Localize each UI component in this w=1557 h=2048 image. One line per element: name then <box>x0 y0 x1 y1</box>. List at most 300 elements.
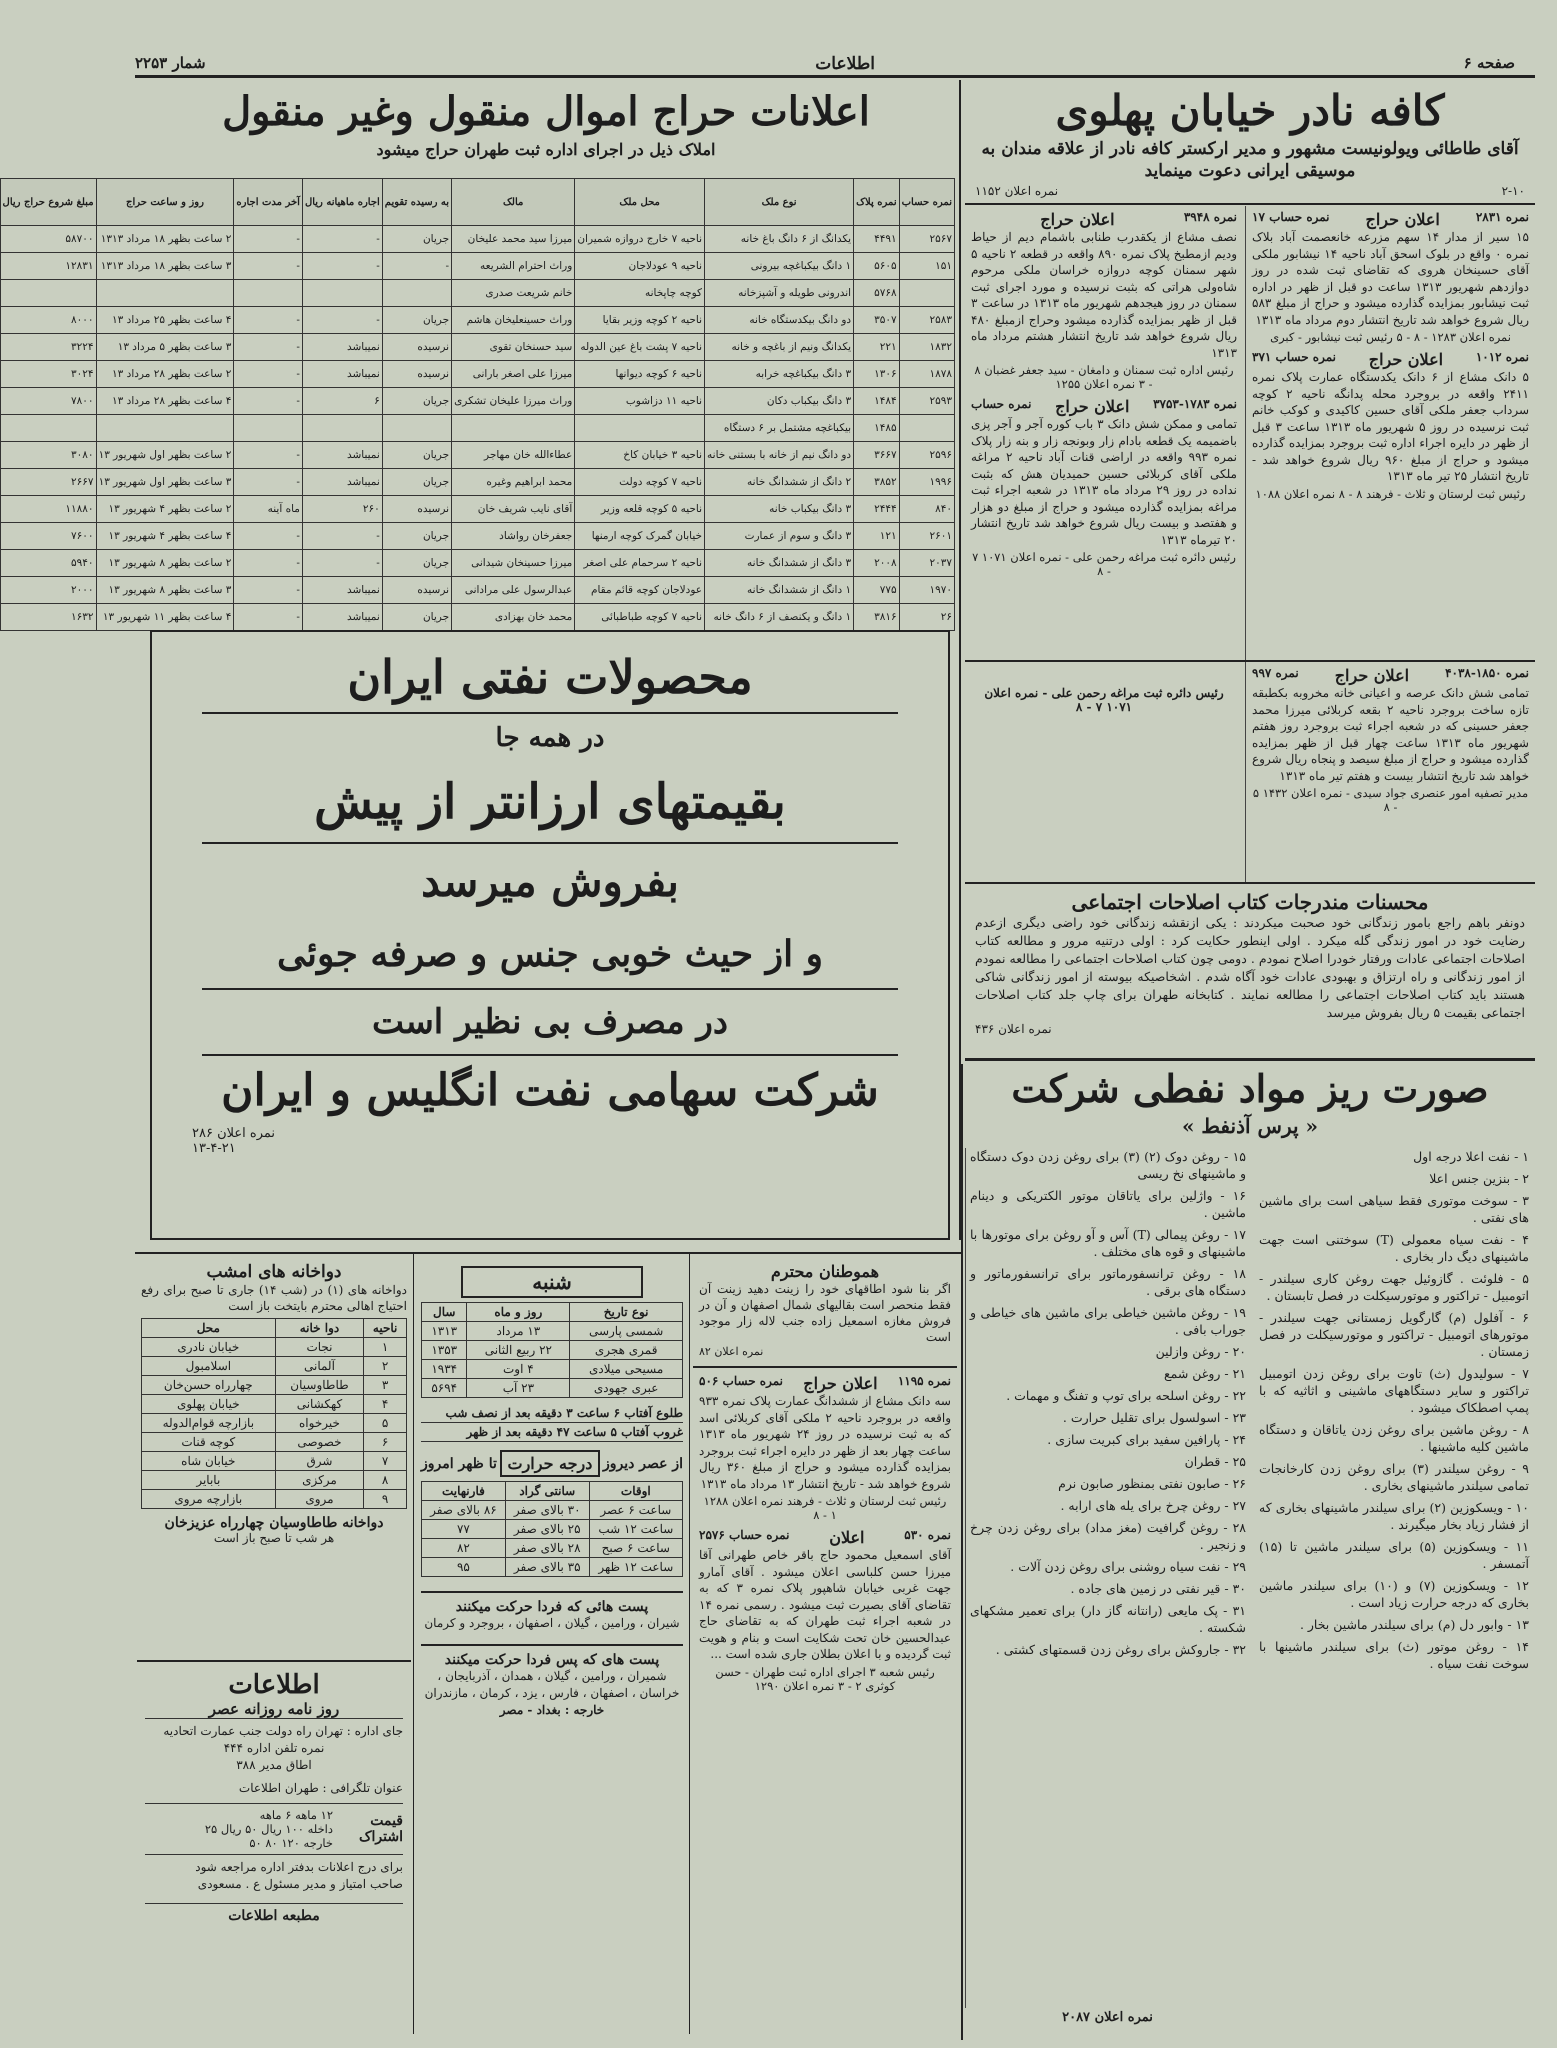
pharmacy-table <box>141 1318 407 1509</box>
temp-header-cell: سانتی گراد <box>505 1482 589 1501</box>
auction-cell: - <box>302 307 382 334</box>
auction-cell: ۱۹۹۶ <box>899 469 954 496</box>
auction-row <box>0 361 954 388</box>
temp-row <box>422 1520 683 1539</box>
auction-cell: ۷۸۰۰ <box>0 388 96 415</box>
notice-title: اعلان حراج <box>1055 397 1130 416</box>
notice-body: ۵ دانک مشاع از ۶ دانک یکدستگاه عمارت پلاک نمره ۲۴۱۱ واقعه در بروجرد محله پدانگه ناحیه ۲ کوچه سرداب جعفر ملکی آقای حسین کاکیدی و کوکب خانم ثبت نرسیده در روز ۵ شهریور ماه ۱۳۱۳ ساعت ۳ قبل از ظهر در دایره اجراء اداره ثبت بروجرد بمزایده گذارده میشود و حراج از مبلغ ۹۶۰ ریال شروع خواهد شد - تاریخ انتشار ۲۵ تیر ماه ۱۳۱۳ <box>1252 370 1530 483</box>
auction-cell: نمیباشد <box>302 469 382 496</box>
temp-row <box>422 1539 683 1558</box>
calendar-header-cell: نوع تاریخ <box>570 1303 683 1322</box>
notice-account: نمره حساب ۳۷۱ <box>1252 350 1336 364</box>
pharmacy-row <box>142 1395 407 1414</box>
price-list-title: صورت ریز مواد نفطی شرکت <box>1011 1066 1489 1111</box>
price-item: ۱۷ - روغن پیمالی (T) آس و آو روغن برای موتورها با ماشینهای و قوه های مختلف . <box>970 1227 1246 1259</box>
price-item: ۲۵ - قطران <box>1184 1454 1246 1469</box>
pharmacy-header-cell: ناحیه <box>364 1319 407 1338</box>
auction-cell: - <box>234 307 303 334</box>
auction-cell: نرسیده <box>382 361 451 388</box>
notice-body: آقای اسمعیل محمود حاج باقر خاص طهرانی آقا میرزا حسن کلباسی اعلان میشود . آقای آمارو جهت غربی خیابان شاهپور پلاک نمره ۳ که به تقاضای آقای بصیرت ثبت میشود . رسمی نمره ۱۴ در شعبه اجراء ثبت طهران که به تقاضای حاج عبدالحسین خان تحت شکایت است و بنام و هویت ثبت گردیده و با اعلان بطلان جاری شده است ... <box>699 1548 951 1661</box>
auction-notice <box>971 210 1237 391</box>
auction-row <box>0 523 954 550</box>
auction-cell: نمیباشد <box>302 577 382 604</box>
notice-head <box>699 1374 951 1393</box>
auction-cell: ۳ دانگ از ششدانگ خانه <box>705 550 854 577</box>
price-item: ۱۳ - وابور دل (م) برای سیلندر ماشین بخار . <box>1299 1617 1529 1632</box>
notice-account: نمره حساب ۱۷ <box>1252 210 1330 224</box>
auction-row <box>0 334 954 361</box>
auction-cell: ۵۹۴۰ <box>0 550 96 577</box>
auction-cell: - <box>234 550 303 577</box>
temp-cell: ساعت ۱۲ شب <box>589 1520 682 1539</box>
auction-cell: ۱۸۷۸ <box>899 361 954 388</box>
auction-cell: - <box>234 604 303 631</box>
auction-row <box>0 442 954 469</box>
auction-cell: - <box>234 577 303 604</box>
auction-cell: - <box>382 253 451 280</box>
auction-cell: ۲ دانگ از ششدانگ خانه <box>705 469 854 496</box>
auction-cell: آقای نایب شریف خان <box>452 496 575 523</box>
price-list-heading <box>965 1064 1535 1144</box>
auction-cell: ۸۰۰۰ <box>0 307 96 334</box>
pharmacy-row <box>142 1357 407 1376</box>
pharmacy-cell: کهکشانی <box>275 1395 364 1414</box>
auction-cell: نمیباشد <box>302 442 382 469</box>
auction-cell: ۲۵۹۳ <box>899 388 954 415</box>
pharmacy-cell: خیابان نادری <box>142 1338 276 1357</box>
oil-ad-line1: محصولات نفتی ایران <box>202 642 898 714</box>
pharmacy-cell: چهارراه حسن‌خان <box>142 1376 276 1395</box>
pharmacy-cell: ۹ <box>364 1490 407 1509</box>
calendar-cell: ۲۲ ربیع الثانی <box>467 1341 570 1360</box>
calendar-cell: ۲۳ آب <box>467 1379 570 1398</box>
auction-cell <box>899 415 954 442</box>
pharmacy-cell: بابایر <box>142 1471 276 1490</box>
auction-cell: بیکباغچه مشتمل بر ۶ دستگاه <box>705 415 854 442</box>
notice-col-right <box>1245 206 1535 661</box>
notice-head <box>1252 350 1529 369</box>
auction-cell: ناحیه ۶ کوچه دیوانها <box>575 361 705 388</box>
auction-cell <box>234 280 303 307</box>
notice-sign: رئیس ثبت لرستان و ثلاث - فرهند نمره اعلان ۱۲۸۸ ۱ - ۸ <box>703 1494 947 1522</box>
auction-header-cell: آخر مدت اجاره <box>234 179 303 226</box>
newspaper-page <box>2 0 1557 2048</box>
auction-cell: ۱۳۰۶ <box>854 361 900 388</box>
pharmacy-cell: کوچه قنات <box>142 1433 276 1452</box>
price-list-ref: نمره اعلان ۲۰۸۷ <box>1062 2010 1153 2025</box>
temp-cell: ۲۵ بالای صفر <box>505 1520 589 1539</box>
auction-cell: نمیباشد <box>302 334 382 361</box>
pharmacy-cell: بازارچه مروی <box>142 1490 276 1509</box>
auction-cell: محمد ابراهیم وغیره <box>452 469 575 496</box>
price-list-subtitle: « پرس آذنفط » <box>1181 1114 1319 1138</box>
notice-number: نمره ۱۰۱۲ <box>1475 350 1529 364</box>
sunrise: طلوع آفتاب ۶ ساعت ۳ دقیقه بعد از نصف شب <box>421 1406 683 1423</box>
notice-head <box>971 210 1237 229</box>
auction-cell: ۳ ساعت بظهر ۱۸ مرداد ۱۳۱۳ <box>96 253 234 280</box>
auction-cell: ۳۸۵۲ <box>854 469 900 496</box>
auction-cell: ۲۰۳۷ <box>899 550 954 577</box>
calendar-cell: ۱۳ مرداد <box>467 1322 570 1341</box>
price-item: ۱۲ - ویسکوزین (۷) و (۱۰) برای سیلندر ماشین بخاری که درجه حرارت زیاد است . <box>1259 1578 1529 1610</box>
auction-header-cell: مبلغ شروع حراج ریال <box>0 179 96 226</box>
auction-cell: یکدانگ از ۶ دانگ باغ خانه <box>705 226 854 253</box>
continued-note: رئیس دائره ثبت مراغه رحمن علی - نمره اعلان ۱۰۷۱ ۷ - ۸ <box>984 686 1224 714</box>
auction-cell: ناحیه ۷ خارج دروازه شمیران <box>575 226 705 253</box>
paper-name: اطلاعات <box>815 54 875 74</box>
auction-cell: ۱ دانگ از ششدانگ خانه <box>705 577 854 604</box>
auction-notice <box>699 1528 951 1693</box>
price-item: ۳ - سوخت موتوری فقط سیاهی است برای ماشین های نفتی . <box>1259 1193 1529 1225</box>
notice-head <box>1252 210 1529 229</box>
notice-number: نمره ۵۳۰ <box>904 1528 951 1542</box>
oil-ad-date: ۱۳-۴-۲۱ <box>192 1141 236 1156</box>
auction-cell: ۲۰۰۰ <box>0 577 96 604</box>
post2-body: شمیران ، ورامین ، گیلان ، همدان ، آذربایجان ، خراسان ، اصفهان ، فارس ، یزد ، کرمان ، مازندران <box>424 1669 680 1700</box>
price-item: ۳۱ - پک مایعی (رانتانه گاز دار) برای تعمیر مشکهای شکسته . <box>970 1603 1246 1635</box>
notice-title: اعلان حراج <box>1368 350 1444 369</box>
temp-cell: ۳۵ بالای صفر <box>505 1558 589 1577</box>
auction-cell: عبدالرسول علی مرادانی <box>452 577 575 604</box>
auction-cell: نرسیده <box>382 334 451 361</box>
cafe-body: آقای طاطائی ویولونیست مشهور و مدیر ارکستر کافه نادر از علاقه مندان به موسیقی ایرانی دعوت مینماید <box>981 139 1519 181</box>
notice-number: نمره ۱۷۸۳-۳۷۵۳ <box>1153 397 1237 411</box>
auction-cell: وراث احترام الشریعه <box>452 253 575 280</box>
auction-cell <box>96 415 234 442</box>
divider <box>137 1660 411 1662</box>
auction-cell: ۲۴۴۴ <box>854 496 900 523</box>
auction-row <box>0 415 954 442</box>
auction-header-cell: مالک <box>452 179 575 226</box>
auction-cell: جریان <box>382 523 451 550</box>
auction-cell: میرزا سید محمد علیخان <box>452 226 575 253</box>
auction-cell: نرسیده <box>382 577 451 604</box>
auction-row <box>0 496 954 523</box>
auction-row <box>0 388 954 415</box>
auction-cell: ۲ ساعت بظهر ۴ شهریور ۱۳ <box>96 496 234 523</box>
temp-header-cell: اوقات <box>589 1482 682 1501</box>
auction-cell: محمد خان بهزادی <box>452 604 575 631</box>
post2-foreign: خارجه : بغداد - مصر <box>499 1703 605 1717</box>
calendar-cell: شمسی پارسی <box>570 1322 683 1341</box>
auction-cell: ۵۸۷۰۰ <box>0 226 96 253</box>
notice-head <box>699 1528 951 1547</box>
price-item: ۲۷ - روغن چرخ برای یله های ارابه . <box>1060 1498 1246 1513</box>
notice-account: نمره حساب <box>971 397 1032 411</box>
compatriots-body: اگر بنا شود اطاقهای خود را زینت دهید زینت آن فقط منحصر است بقالیهای شمال اصفهان و آن در فروش مغازه اسمعیل زاده جنب لاله زار موجود است <box>699 1282 951 1344</box>
calendar-cell: عبری جهودی <box>570 1379 683 1398</box>
pharmacy-cell: خیابان پهلوی <box>142 1395 276 1414</box>
auction-cell: ۲۶۰ <box>302 496 382 523</box>
oil-ad-line3: بقیمتهای ارزانتر از پیش <box>202 762 898 844</box>
auction-cell: ۱۹۷۰ <box>899 577 954 604</box>
calendar-row <box>422 1322 683 1341</box>
auction-cell <box>575 415 705 442</box>
price-item: ۲۰ - روغن وازلین <box>1155 1344 1246 1359</box>
auction-cell: ۳ دانگ بیکباب دکان <box>705 388 854 415</box>
notice-body: سه دانک مشاع از ششدانگ عمارت پلاک نمره ۹۳۳ واقعه در بروجرد ناحیه ۲ ملکی آقای کربلائی اسد که به ثبت نرسیده در روز ۲۴ شهریور ماه ۱۳۱۳ ساعت چهار بعد از ظهر در دایره اجراء ثبت بروجرد بمزایده گذارده میشود و حراج از مبلغ ۳۶۰ ریال شروع خواهد شد - تاریخ انتشار ۱۳ مرداد ماه ۱۳۱۳ <box>699 1394 952 1491</box>
post1-title: پست هائی که فردا حرکت میکنند <box>421 1591 683 1615</box>
compatriots-ref: نمره اعلان ۸۲ <box>699 1345 764 1358</box>
price-item: ۷ - سولیدول (ث) تاوت برای روغن زدن اتومبیل تراکتور و سایر دستگاههای ماشینی و اثاثیه که با پمپ اصطکاک میشود . <box>1259 1366 1529 1415</box>
column-rule <box>959 80 961 620</box>
auction-cell: جریان <box>382 388 451 415</box>
price-item: ۵ - فلوئت . گازوئیل جهت روغن کاری سیلندر - اتومبیل - تراکتور و موتورسیکلت در فصل تابستان . <box>1259 1271 1529 1303</box>
ettelaat-addr: جای اداره : تهران راه دولت جنب عمارت اتحادیه <box>163 1724 403 1738</box>
auction-cell: ۲۰۰۸ <box>854 550 900 577</box>
auction-cell: ۲۵۸۳ <box>899 307 954 334</box>
auction-cell <box>302 280 382 307</box>
compatriots-ad <box>693 1258 957 1368</box>
auction-cell: ۱۸۳۲ <box>899 334 954 361</box>
subscription-foreign: خارجه ۱۲۰ ۸۰ ۵۰ <box>249 1836 333 1850</box>
auction-row <box>0 577 954 604</box>
pharmacy-footer2: هر شب تا صبح باز است <box>213 1531 335 1545</box>
notice-head <box>971 397 1237 416</box>
oil-ad-line7: شرکت سهامی نفت انگلیس و ایران <box>202 1054 898 1126</box>
calendar-header-cell: روز و ماه <box>467 1303 570 1322</box>
temp-cell: ۷۷ <box>422 1520 506 1539</box>
auction-cell: ۲۵۹۶ <box>899 442 954 469</box>
calendar-cell: ۱۹۳۴ <box>422 1360 467 1379</box>
post1-body: شیران ، ورامین ، گیلان ، اصفهان ، بروجرد و کرمان <box>424 1616 680 1630</box>
notice-number: نمره ۱۱۹۵ <box>897 1374 951 1388</box>
auction-cell: ۳ دانگ و سوم از عمارت <box>705 523 854 550</box>
auction-cell: ۳۶۶۷ <box>854 442 900 469</box>
ettelaat-phone1: نمره تلفن اداره ۴۴۴ <box>223 1741 325 1755</box>
issue-number: شمار ۲۲۵۳ <box>135 54 206 72</box>
pharmacy-cell: اسلامبول <box>142 1357 276 1376</box>
price-item: ۴ - نفت سیاه معمولی (T) سوختنی است جهت ماشینهای دیگ دار بخاری . <box>1259 1232 1529 1264</box>
cafe-ref: نمره اعلان ۱۱۵۲ <box>975 184 1059 198</box>
calendar-cell: ۵۶۹۴ <box>422 1379 467 1398</box>
notice-col-right-2 <box>1245 662 1535 882</box>
auction-header-cell: اجاره ماهیانه ریال <box>302 179 382 226</box>
pharmacy-footer: دواخانه طاطاوسیان چهارراه عزیزخان <box>164 1515 384 1531</box>
auction-row <box>0 253 954 280</box>
notice-col-left-2 <box>965 662 1243 882</box>
price-item: ۲۳ - اسولسول برای تقلیل حرارت . <box>1062 1410 1246 1425</box>
auction-row <box>0 604 954 631</box>
price-item: ۱۰ - ویسکوزین (۲) برای سیلندر ماشینهای بخاری که از فشار زیاد بخار میگیرند . <box>1259 1500 1529 1532</box>
notice-sign: نمره اعلان ۱۲۸۳ - ۸ - ۵ رئیس ثبت نیشابور - کبری <box>1270 330 1511 344</box>
pharmacy-cell: ۵ <box>364 1414 407 1433</box>
auction-row <box>0 550 954 577</box>
auction-cell: ناحیه ۱۱ دزاشوب <box>575 388 705 415</box>
auction-cell: کوچه چاپخانه <box>575 280 705 307</box>
pharmacy-title: دواخانه های امشب <box>206 1262 342 1282</box>
auction-cell: ۳ ساعت بظهر اول شهریور ۱۳ <box>96 469 234 496</box>
book-body: دونفر باهم راجع بامور زندگانی خود صحبت میکردند : یکی ازنقشه زندگانی خود راضی دیگری ازعدم رضایت خود در امور زندگی گله میکرد . اولی اینطور حکایت کرد : اولی درتنیه مرور و مطالعه کتاب اصلاحات اجتماعی عادات ورفتار خودرا اصلاح نمودم . دومی چون کتاب اصلاحات اجتماعی را مطالعه نمودم از امور زندگانی و راه ارتزاق و بهبودی عادات خود آگاه شدم . اشخاصیکه بیوسته از امور زندگانی شاکی هستند باید کتاب اصلاحات اجتماعی را مطالعه نمایند . کتابخانه طهران برای چاپ جلد کتاب اصلاحات اجتماعی بقیمت ۵ ریال بفروش میرسد <box>975 915 1525 1020</box>
auction-notice <box>971 397 1237 578</box>
price-item: ۲۶ - صابون نفتی بمنظور صابون نرم <box>1058 1476 1246 1491</box>
ettelaat-phone2: اطاق مدیر ۳۸۸ <box>236 1758 312 1772</box>
notice-head <box>1252 666 1529 685</box>
auction-title: اعلانات حراج اموال منقول وغیر منقول <box>222 88 870 135</box>
auction-cell: ماه آینه <box>234 496 303 523</box>
auction-cell: ۲۵۶۷ <box>899 226 954 253</box>
auction-cell: میرزا علی اصغر بارانی <box>452 361 575 388</box>
temp-to: تا ظهر امروز <box>421 1455 497 1472</box>
auction-cell: ۷۷۵ <box>854 577 900 604</box>
oil-products-ad <box>150 630 950 1240</box>
pharmacy-cell: آلمانی <box>275 1357 364 1376</box>
auction-notice <box>1252 350 1529 501</box>
auction-header-cell: روز و ساعت حراج <box>96 179 234 226</box>
pharmacy-cell: ۱ <box>364 1338 407 1357</box>
notice-sign: رئیس دائره ثبت مراغه رحمن علی - نمره اعلان ۱۰۷۱ ۷ - ۸ <box>972 550 1236 578</box>
auction-cell: عطاءالله خان مهاجر <box>452 442 575 469</box>
calendar-cell: مسیحی میلادی <box>570 1360 683 1379</box>
auction-cell: ناحیه ۵ کوچه قلعه وزیر <box>575 496 705 523</box>
price-list-left <box>965 1148 1250 2008</box>
auction-table <box>0 178 955 631</box>
oil-ad-line6: در مصرف بی نظیر است <box>371 1002 729 1042</box>
auction-cell: - <box>234 226 303 253</box>
auction-cell: ۳۰۸۰ <box>0 442 96 469</box>
auction-row <box>0 307 954 334</box>
auction-cell: ۴ ساعت بظهر ۱۱ شهریور ۱۳ <box>96 604 234 631</box>
pharmacy-cell: بازارچه قوام‌الدوله <box>142 1414 276 1433</box>
price-item: ۱۱ - ویسکوزین (۵) برای سیلندر ماشین تا (۱۵) آتمسفر . <box>1259 1539 1529 1571</box>
pharmacy-row <box>142 1414 407 1433</box>
book-notice <box>965 886 1535 1056</box>
auction-cell: نمیباشد <box>302 604 382 631</box>
book-title: محسنات مندرجات کتاب اصلاحات اجتماعی <box>1071 890 1429 914</box>
auction-cell: - <box>234 334 303 361</box>
auction-cell <box>382 415 451 442</box>
price-item: ۳۲ - جاروکش برای روغن زدن قسمتهای کشتی . <box>995 1642 1246 1657</box>
auction-cell: دو دانگ بیکدستگاه خانه <box>705 307 854 334</box>
auction-cell: یکدانگ ونیم از باغچه و خانه <box>705 334 854 361</box>
auction-cell: ۱۲۸۳۱ <box>0 253 96 280</box>
auction-cell: ۱۴۸۵ <box>854 415 900 442</box>
pharmacy-cell: مرکزی <box>275 1471 364 1490</box>
auction-header-cell: نوع ملک <box>705 179 854 226</box>
auction-cell: خیابان گمرک کوچه ارمنها <box>575 523 705 550</box>
auction-row <box>0 280 954 307</box>
pharmacy-cell: نجات <box>275 1338 364 1357</box>
auction-cell: ناحیه ۲ سرحمام علی اصغر <box>575 550 705 577</box>
pharmacy-cell: خیابان شاه <box>142 1452 276 1471</box>
temp-cell: ۸۲ <box>422 1539 506 1558</box>
temp-cell: ۳۰ بالای صفر <box>505 1501 589 1520</box>
auction-cell: ناحیه ۷ کوچه طباطبائی <box>575 604 705 631</box>
ettelaat-telegraph: عنوان تلگرافی : طهران اطلاعات <box>238 1781 403 1795</box>
auction-cell: ۳ دانگ بیکباب خانه <box>705 496 854 523</box>
price-item: ۸ - روغن ماشین برای روغن زدن یاتاقان و دستگاه ماشین کلیه ماشینها . <box>1259 1422 1529 1454</box>
price-item: ۲۹ - نفت سیاه روشنی برای روغن زدن آلات . <box>1010 1559 1246 1574</box>
auction-cell: - <box>302 523 382 550</box>
sunset: غروب آفتاب ۵ ساعت ۴۷ دقیقه بعد از ظهر <box>421 1423 683 1442</box>
auction-cell: دو دانگ نیم از خانه با بستنی خانه <box>705 442 854 469</box>
price-list-right <box>1255 1148 1533 2038</box>
price-item: ۱۶ - واژلین برای یاتاقان موتور الکتریکی و دینام ماشین . <box>970 1188 1246 1220</box>
auction-header-cell: نمره حساب <box>899 179 954 226</box>
auction-cell: - <box>234 442 303 469</box>
temp-row <box>422 1501 683 1520</box>
auction-cell: ۳ ساعت بظهر ۵ مرداد ۱۳ <box>96 334 234 361</box>
auction-row <box>0 226 954 253</box>
auction-subtitle: املاک ذیل در اجرای اداره ثبت طهران حراج میشود <box>376 140 716 159</box>
divider <box>965 882 1535 884</box>
auction-cell: ۲ ساعت بظهر ۱۸ مرداد ۱۳۱۳ <box>96 226 234 253</box>
auction-cell <box>234 415 303 442</box>
auction-cell: ناحیه ۷ پشت باغ عین الدوله <box>575 334 705 361</box>
auction-cell: ۲۶ <box>899 604 954 631</box>
auction-cell: ۸۴۰ <box>899 496 954 523</box>
calendar-cell: ۱۳۱۳ <box>422 1322 467 1341</box>
auction-cell: وراث حسینعلیخان هاشم <box>452 307 575 334</box>
column-rule <box>961 1064 963 2040</box>
auction-cell: جریان <box>382 226 451 253</box>
auction-cell <box>96 280 234 307</box>
auction-cell <box>0 415 96 442</box>
notice-sign: رئیس اداره ثبت سمنان و دامغان - سید جعفر غضبان ۸ - ۳ نمره اعلان ۱۲۵۵ <box>974 363 1234 391</box>
pharmacy-row <box>142 1490 407 1509</box>
price-item: ۹ - روغن سیلندر (۳) برای روغن زدن کارخانجات تمامی سیلندر ماشینهای بخاری . <box>1259 1461 1529 1493</box>
auction-cell: - <box>302 253 382 280</box>
oil-ad-line5: و از حیث خوبی جنس و صرفه جوئی <box>202 920 898 990</box>
auction-cell: ۳ دانگ بیکباغچه خرابه <box>705 361 854 388</box>
page-header <box>135 52 1535 78</box>
calendar-col <box>417 1258 687 2034</box>
ettelaat-note: برای درج اعلانات بدفتر اداره مراجعه شود <box>195 1860 403 1874</box>
notice-body: ۱۵ سیر از مدار ۱۴ سهم مزرعه خانعصمت آباد بلاک نمره ۰ واقع در بلوک اسحق آباد ناحیه ۱۴ نیشابور ملکی آقای حسینخان هروی که تقاضای ثبت شده در روز دوازدهم شهریور ۱۳۱۳ ساعت دو قبل از ظهر در اداره ثبت نیشابور بمزایده گذارده میشود و حراج از مبلغ ۵۸۳ ریال شروع خواهد شد تاریخ انتشار دوم مرداد ماه ۱۳۱۳ <box>1252 230 1529 327</box>
cafe-ad <box>965 80 1535 205</box>
pharmacy-header-cell: محل <box>142 1319 276 1338</box>
oil-ad-line2: در همه جا <box>495 723 605 753</box>
auction-cell: ۱۴۸۴ <box>854 388 900 415</box>
pharmacy-cell: شرق <box>275 1452 364 1471</box>
auction-cell: جریان <box>382 604 451 631</box>
auction-cell: ناحیه ۹ عودلاجان <box>575 253 705 280</box>
auction-cell: - <box>234 361 303 388</box>
auction-cell: جریان <box>382 442 451 469</box>
temp-title: درجه حرارت <box>500 1450 601 1477</box>
book-ref: نمره اعلان ۴۳۶ <box>975 1022 1052 1036</box>
divider <box>965 1058 1535 1061</box>
notice-col-left <box>965 206 1243 661</box>
auction-cell: - <box>234 253 303 280</box>
notice-number: نمره ۲۸۳۱ <box>1475 210 1529 224</box>
notice-account: نمره حساب ۵۰۶ <box>699 1374 783 1388</box>
notice-number: نمره ۳۹۴۸ <box>1183 210 1237 224</box>
auction-cell: ۴ ساعت بظهر ۲۸ مرداد ۱۳ <box>96 388 234 415</box>
auction-cell: ۱ دانگ بیکباغچه بیرونی <box>705 253 854 280</box>
auction-cell: ۲۶۰۱ <box>899 523 954 550</box>
auction-notice <box>1252 666 1529 814</box>
subscription-months: ۱۲ ماهه ۶ ماهه <box>259 1808 333 1822</box>
temp-from: از عصر دیروز <box>603 1455 683 1472</box>
post2-title: پست های که پس فردا حرکت میکنند <box>421 1644 683 1668</box>
auction-cell: ۵۷۶۸ <box>854 280 900 307</box>
pharmacy-cell: ۸ <box>364 1471 407 1490</box>
auction-cell: ۳۲۲۴ <box>0 334 96 361</box>
calendar-day: شنبه <box>461 1266 643 1298</box>
calendar-table <box>421 1302 683 1398</box>
temp-cell: ساعت ۶ صبح <box>589 1539 682 1558</box>
auction-cell: میرزا حسینخان شیدانی <box>452 550 575 577</box>
pharmacy-cell: ۲ <box>364 1357 407 1376</box>
calendar-header-cell: سال <box>422 1303 467 1322</box>
price-item: ۲ - بنزین جنس اعلا <box>1429 1171 1529 1186</box>
auction-cell: وراث میرزا علیخان تشکری <box>452 388 575 415</box>
pharmacy-cell: ۷ <box>364 1452 407 1471</box>
pharmacy-cell: طاطاوسیان <box>275 1376 364 1395</box>
auction-cell: ۴ ساعت بظهر ۲۵ مرداد ۱۳ <box>96 307 234 334</box>
notice-sign: مدیر تصفیه امور عنصری جواد سیدی - نمره اعلان ۱۴۳۲ ۵ - ۸ <box>1252 786 1529 814</box>
